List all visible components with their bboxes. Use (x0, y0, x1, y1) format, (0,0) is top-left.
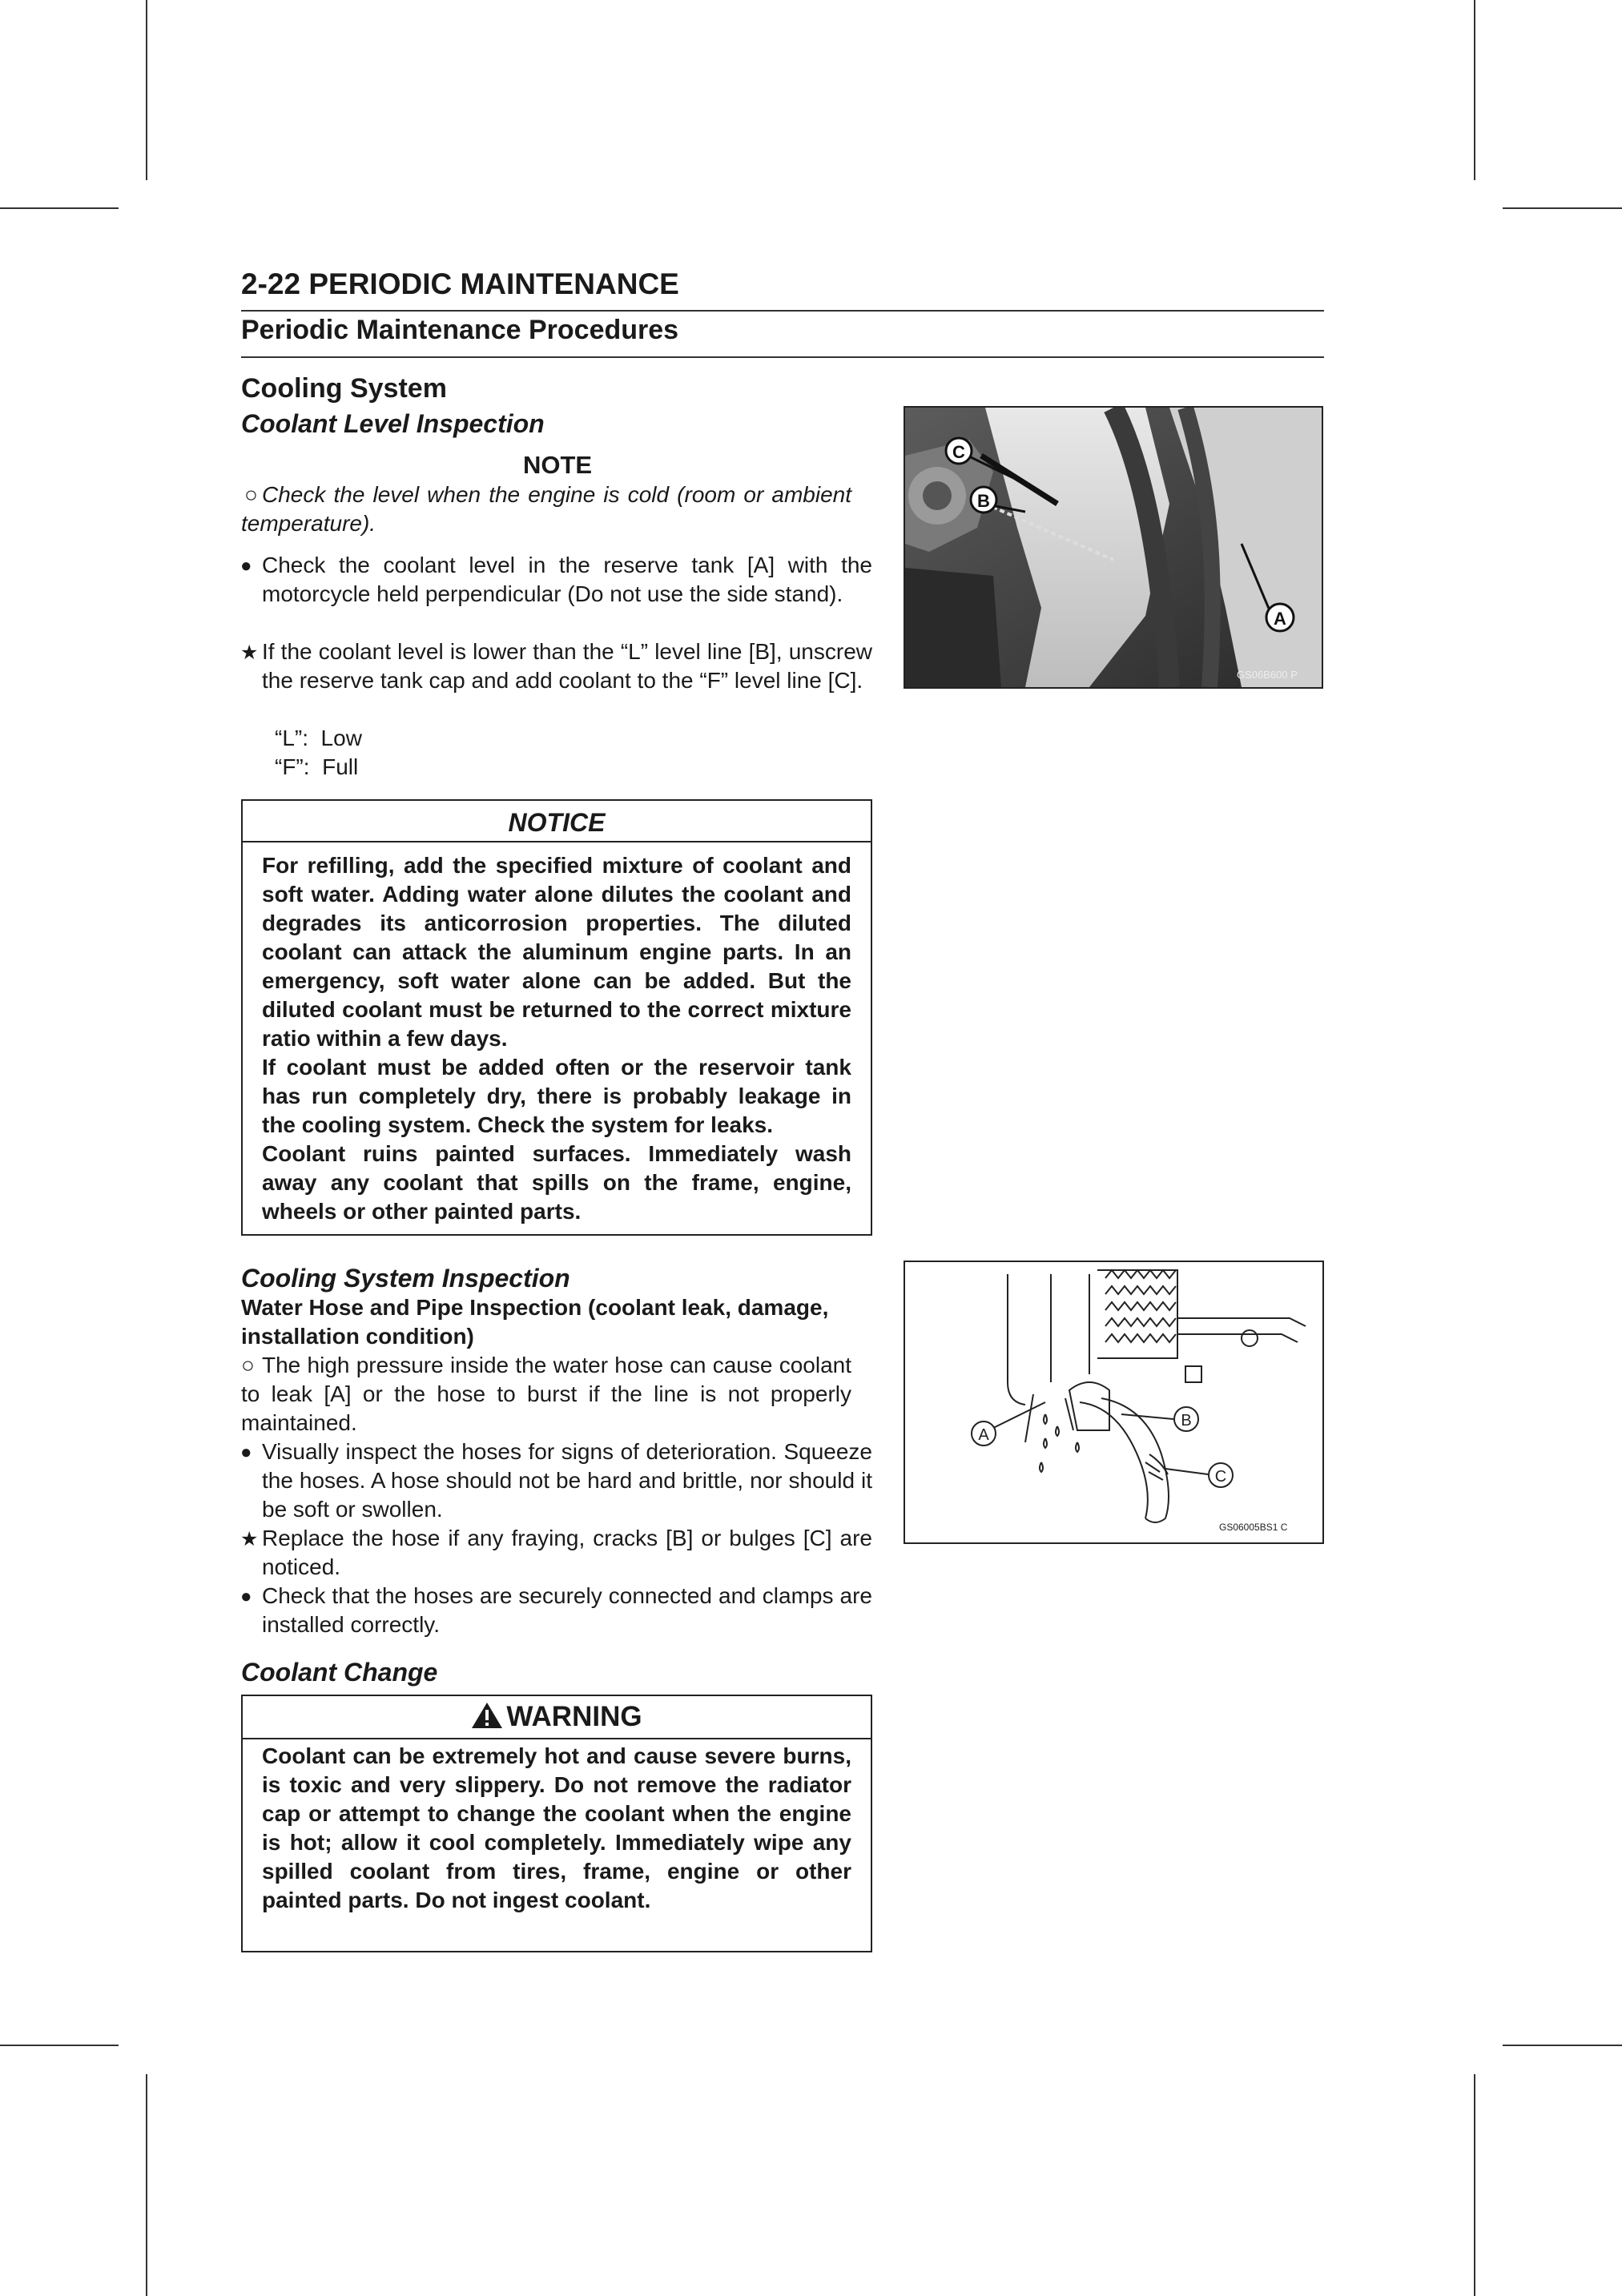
bullet-icon: ● (240, 1586, 252, 1607)
drawing-label-c (1209, 1463, 1233, 1487)
add-coolant-text: If the coolant level is lower than the “L” level line [B], unscrew the reserve tank cap and add coolant to the “F” level line [C]. (262, 639, 872, 693)
notice-divider (243, 841, 871, 842)
pressure-text: The high pressure inside the water hose can cause coolant to leak [A] or the hose to burst if the line is not properly maintained. (241, 1353, 851, 1435)
notice-box (241, 799, 872, 1236)
drawing-label-a (972, 1421, 996, 1446)
title-rule (241, 310, 1324, 312)
hose-drawing-art (905, 1262, 1322, 1542)
svg-text:C: C (1214, 1468, 1227, 1486)
svg-text:C: C (952, 442, 965, 462)
warning-label: WARNING (506, 1701, 642, 1732)
crop-mark (0, 207, 119, 209)
notice-label: NOTICE (508, 808, 606, 837)
cooling-system-heading: Cooling System (241, 373, 447, 404)
crop-mark (1503, 207, 1622, 209)
page-title: 2-22 PERIODIC MAINTENANCE (241, 267, 679, 300)
photo-label-a (1266, 604, 1294, 631)
replace-hose-text: Replace the hose if any fraying, cracks [B] or bulges [C] are noticed. (262, 1526, 872, 1579)
drawing-code: GS06005BS1 C (1219, 1522, 1288, 1533)
check-level-text: Check the coolant level in the reserve tank [A] with the motorcycle held perpendicular (Do not use the side stand). (262, 553, 872, 606)
warning-text: Coolant can be extremely hot and cause severe burns, is toxic and very slippery. Do not remove the radiator cap or attempt to change the coolant when the engine is hot; allow it cool completely. Immediately wipe any spilled coolant from tires, frame, engine or other painted parts. Do not ingest coolant. (262, 1743, 851, 1912)
svg-text:B: B (977, 491, 990, 511)
notice-paragraph-1: For refilling, add the specified mixture of coolant and soft water. Adding water alone dilutes the coolant and degrades its anticorrosion properties. The diluted coolant can attack the aluminum engine parts. In an emergency, soft water alone can be added. But the diluted coolant must be returned to the correct mixture ratio within a few days. (262, 853, 851, 1051)
svg-text:A: A (978, 1426, 989, 1444)
crop-mark (0, 2045, 119, 2046)
notice-paragraph-2: If coolant must be added often or the reservoir tank has run completely dry, there is probably leakage in the cooling system. Check the system for leaks. (262, 1055, 851, 1137)
hose-drawing (904, 1261, 1324, 1544)
warning-divider (243, 1738, 871, 1739)
photo-code: GS06B600 P (1237, 669, 1298, 681)
bullet-icon: ● (240, 555, 252, 577)
svg-text:A: A (1274, 609, 1286, 629)
notice-paragraph-3: Coolant ruins painted surfaces. Immediately wash away any coolant that spills on the frame, engine, wheels or other painted parts. (262, 1141, 851, 1224)
note-circle-icon: ○ (244, 482, 258, 507)
crop-mark (1474, 0, 1475, 180)
drawing-label-b (1174, 1407, 1198, 1431)
bullet-icon: ● (240, 1442, 252, 1463)
circle-icon: ○ (241, 1353, 255, 1377)
crop-mark (1474, 2074, 1475, 2296)
hose-inspection-subheading: Water Hose and Pipe Inspection (coolant leak, damage, installation condition) (241, 1295, 829, 1349)
warning-header (243, 1701, 871, 1733)
photo-label-c (946, 438, 972, 464)
crop-mark (146, 2074, 147, 2296)
photo-label-b (971, 487, 996, 513)
star-icon: ★ (240, 641, 259, 664)
crop-mark (146, 0, 147, 180)
legend-full: “F”: Full (275, 754, 359, 779)
coolant-change-heading: Coolant Change (241, 1658, 438, 1687)
note-text: Check the level when the engine is cold (room or ambient temperature). (241, 482, 851, 536)
crop-mark (1503, 2045, 1622, 2046)
legend-low: “L”: Low (275, 726, 362, 750)
check-connection-text: Check that the hoses are securely connected and clamps are installed correctly. (262, 1583, 872, 1637)
star-icon: ★ (240, 1528, 259, 1550)
warning-triangle-icon (471, 1702, 503, 1729)
cooling-inspection-heading: Cooling System Inspection (241, 1264, 570, 1293)
reserve-tank-photo-art (905, 408, 1322, 687)
note-label: NOTE (522, 451, 593, 479)
reserve-tank-photo (904, 406, 1323, 689)
coolant-level-heading: Coolant Level Inspection (241, 409, 545, 438)
warning-box (241, 1695, 872, 1952)
section-subtitle: Periodic Maintenance Procedures (241, 315, 679, 345)
visual-inspect-text: Visually inspect the hoses for signs of deterioration. Squeeze the hoses. A hose should not be hard and brittle, nor should it be soft or swollen. (262, 1439, 872, 1522)
svg-text:B: B (1181, 1412, 1192, 1429)
subtitle-rule (241, 356, 1324, 358)
